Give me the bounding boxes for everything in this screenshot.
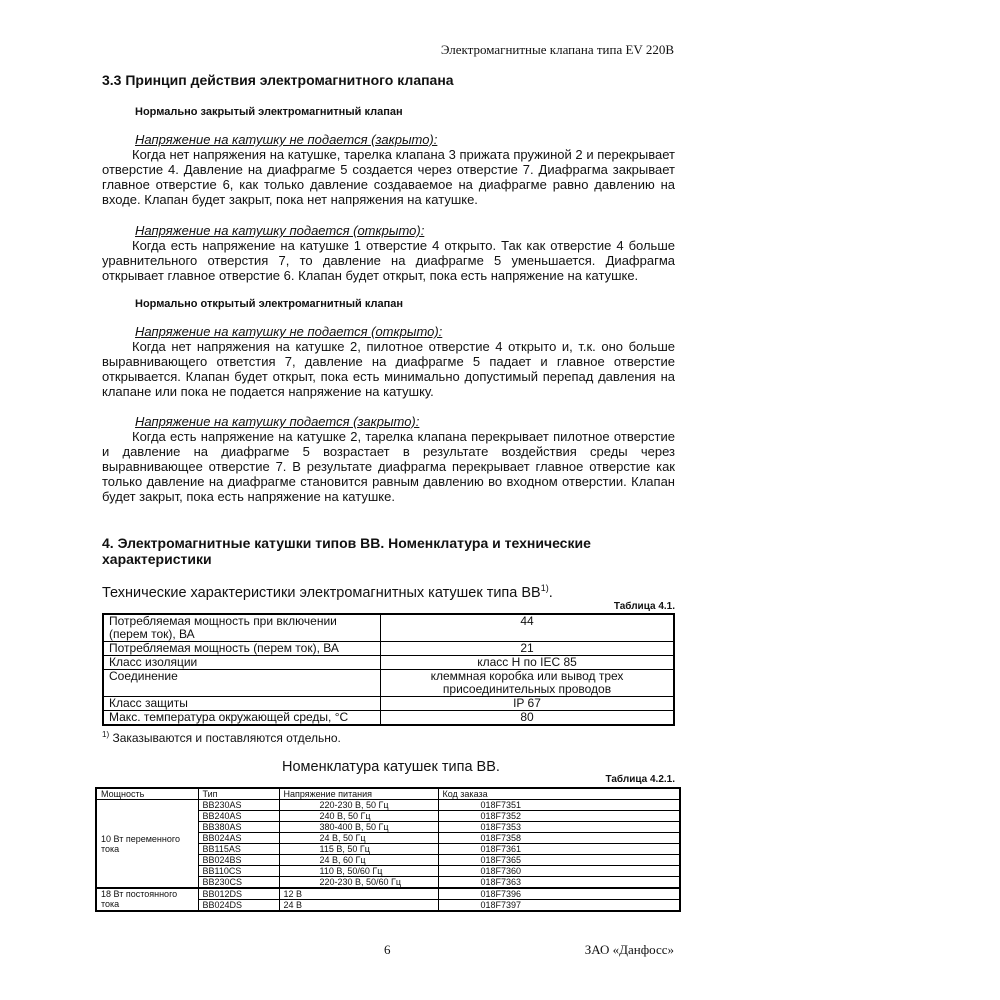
order-code: 018F7396 (438, 888, 680, 900)
supply-voltage: 12 В (279, 888, 438, 900)
supply-voltage: 24 В, 60 Гц (279, 855, 438, 866)
page-number: 6 (384, 942, 391, 957)
specs-table (102, 613, 675, 726)
no-off-heading: Напряжение на катушку не подается (открыто): (135, 324, 443, 339)
spec-value: 44 (381, 614, 675, 642)
caption-period: . (548, 584, 553, 601)
column-header: Тип (198, 788, 279, 800)
spec-value: 21 (381, 642, 675, 656)
section-4-title: 4. Электромагнитные катушки типов BB. Номенклатура и технические характеристики (102, 535, 591, 567)
footnote (102, 730, 341, 745)
table2-label: Таблица 4.2.1. (605, 774, 675, 785)
coil-type: BB110CS (198, 866, 279, 877)
spec-name: Класс изоляции (103, 656, 381, 670)
supply-voltage: 220-230 В, 50/60 Гц (279, 877, 438, 889)
spec-row (103, 670, 674, 697)
supply-voltage: 24 В, 50 Гц (279, 833, 438, 844)
table-row (96, 888, 680, 900)
order-code: 018F7358 (438, 833, 680, 844)
power-group: 18 Вт постоянного тока (96, 888, 198, 911)
no-subtitle: Нормально открытый электромагнитный клапан (135, 298, 404, 310)
no-on-text: Когда есть напряжение на катушке 2, тарелка клапана перекрывает пилотное отверстие и давление на диафрагме 5 возрастает в результате воздействия среды через выравнивающее отверстие 7. В результате диафрагма перекрывает главное отверстие как только давление на диафрагме становится равным давлению во входном отверстии. Клапан будет закрыт, пока есть напряжение на катушке. (102, 429, 675, 504)
supply-voltage: 380-400 В, 50 Гц (279, 822, 438, 833)
supply-voltage: 115 В, 50 Гц (279, 844, 438, 855)
order-code: 018F7351 (438, 800, 680, 811)
supply-voltage: 220-230 В, 50 Гц (279, 800, 438, 811)
spec-name: Потребляемая мощность при включении (перем ток), ВА (103, 614, 381, 642)
spec-row (103, 642, 674, 656)
nc-off-text: Когда нет напряжения на катушке, тарелка клапана 3 прижата пружиной 2 и перекрывает отверстие 4. Давление на диафрагме 5 создается через отверстие 7. Диафрагма закрывает главное отверстие 6, как только давление создаваемое на диафрагме равно давлению на входе. Клапан будет закрыт, пока нет напряжения на катушке. (102, 147, 675, 207)
spec-name: Потребляемая мощность (перем ток), ВА (103, 642, 381, 656)
order-code: 018F7363 (438, 877, 680, 889)
coil-type: BB380AS (198, 822, 279, 833)
order-code: 018F7353 (438, 822, 680, 833)
nc-off-heading: Напряжение на катушку не подается (закрыто): (135, 132, 438, 147)
order-code: 018F7360 (438, 866, 680, 877)
order-code: 018F7397 (438, 900, 680, 912)
order-code: 018F7352 (438, 811, 680, 822)
no-on-heading: Напряжение на катушку подается (закрыто): (135, 414, 420, 429)
coil-type: BB012DS (198, 888, 279, 900)
table-header-row (96, 788, 680, 800)
nc-subtitle: Нормально закрытый электромагнитный клапан (135, 106, 403, 118)
nc-on-block (102, 223, 675, 283)
coil-type: BB024BS (198, 855, 279, 866)
nc-off-block (102, 132, 675, 207)
coil-type: BB240AS (198, 811, 279, 822)
table2-caption: Номенклатура катушек типа BB. (282, 759, 500, 775)
table-row (96, 800, 680, 811)
caption-text: Технические характеристики электромагнитных катушек типа BB (102, 584, 541, 601)
spec-value: 80 (381, 711, 675, 726)
power-group: 10 Вт переменного тока (96, 800, 198, 889)
coil-type: BB024DS (198, 900, 279, 912)
coil-type: BB230CS (198, 877, 279, 889)
spec-name: Макс. температура окружающей среды, °C (103, 711, 381, 726)
spec-name: Соединение (103, 670, 381, 697)
footnote-text: Заказываются и поставляются отдельно. (109, 731, 341, 745)
supply-voltage: 24 В (279, 900, 438, 912)
spec-row (103, 614, 674, 642)
table1-caption (102, 583, 553, 601)
caption-footnote-mark: 1) (540, 583, 549, 593)
spec-row (103, 697, 674, 711)
coil-type: BB024AS (198, 833, 279, 844)
column-header: Напряжение питания (279, 788, 438, 800)
order-code: 018F7361 (438, 844, 680, 855)
section-3-3-title: 3.3 Принцип действия электромагнитного клапана (102, 72, 454, 88)
table1-label: Таблица 4.1. (613, 601, 675, 612)
spec-row (103, 711, 674, 726)
no-off-text: Когда нет напряжения на катушке 2, пилотное отверстие 4 открыто и, т.к. оно больше выравнивающего ответстия 7, давление на диафрагме 5 падает и главное отверстие открывается. Клапан будет открыт, пока есть минимально допустимый перепад давления на клапане или пока не подается напряжение на катушку. (102, 339, 675, 399)
column-header: Мощность (96, 788, 198, 800)
footnote-mark: 1) (102, 730, 110, 739)
supply-voltage: 110 В, 50/60 Гц (279, 866, 438, 877)
supply-voltage: 240 В, 50 Гц (279, 811, 438, 822)
spec-value: IP 67 (381, 697, 675, 711)
nc-on-heading: Напряжение на катушку подается (открыто): (135, 223, 425, 238)
coil-type: BB230AS (198, 800, 279, 811)
coil-nomenclature-table (95, 787, 681, 912)
spec-value: класс H по IEC 85 (381, 656, 675, 670)
spec-name: Класс защиты (103, 697, 381, 711)
column-header: Код заказа (438, 788, 680, 800)
nc-on-text: Когда есть напряжение на катушке 1 отверстие 4 открыто. Так как отверстие 4 больше уравнительного отверстия 7, то давление на диафрагме 5 уменьшается. Диафрагма открывает главное отверстие 6. Клапан будет открыт, пока есть напряжение на катушке. (102, 238, 675, 283)
no-on-block (102, 414, 675, 504)
spec-row (103, 656, 674, 670)
no-off-block (102, 324, 675, 399)
running-header: Электромагнитные клапана типа EV 220B (440, 42, 674, 57)
spec-value: клеммная коробка или вывод трех присоединительных проводов (381, 670, 675, 697)
footer-company: ЗАО «Данфосс» (584, 942, 674, 957)
order-code: 018F7365 (438, 855, 680, 866)
coil-type: BB115AS (198, 844, 279, 855)
